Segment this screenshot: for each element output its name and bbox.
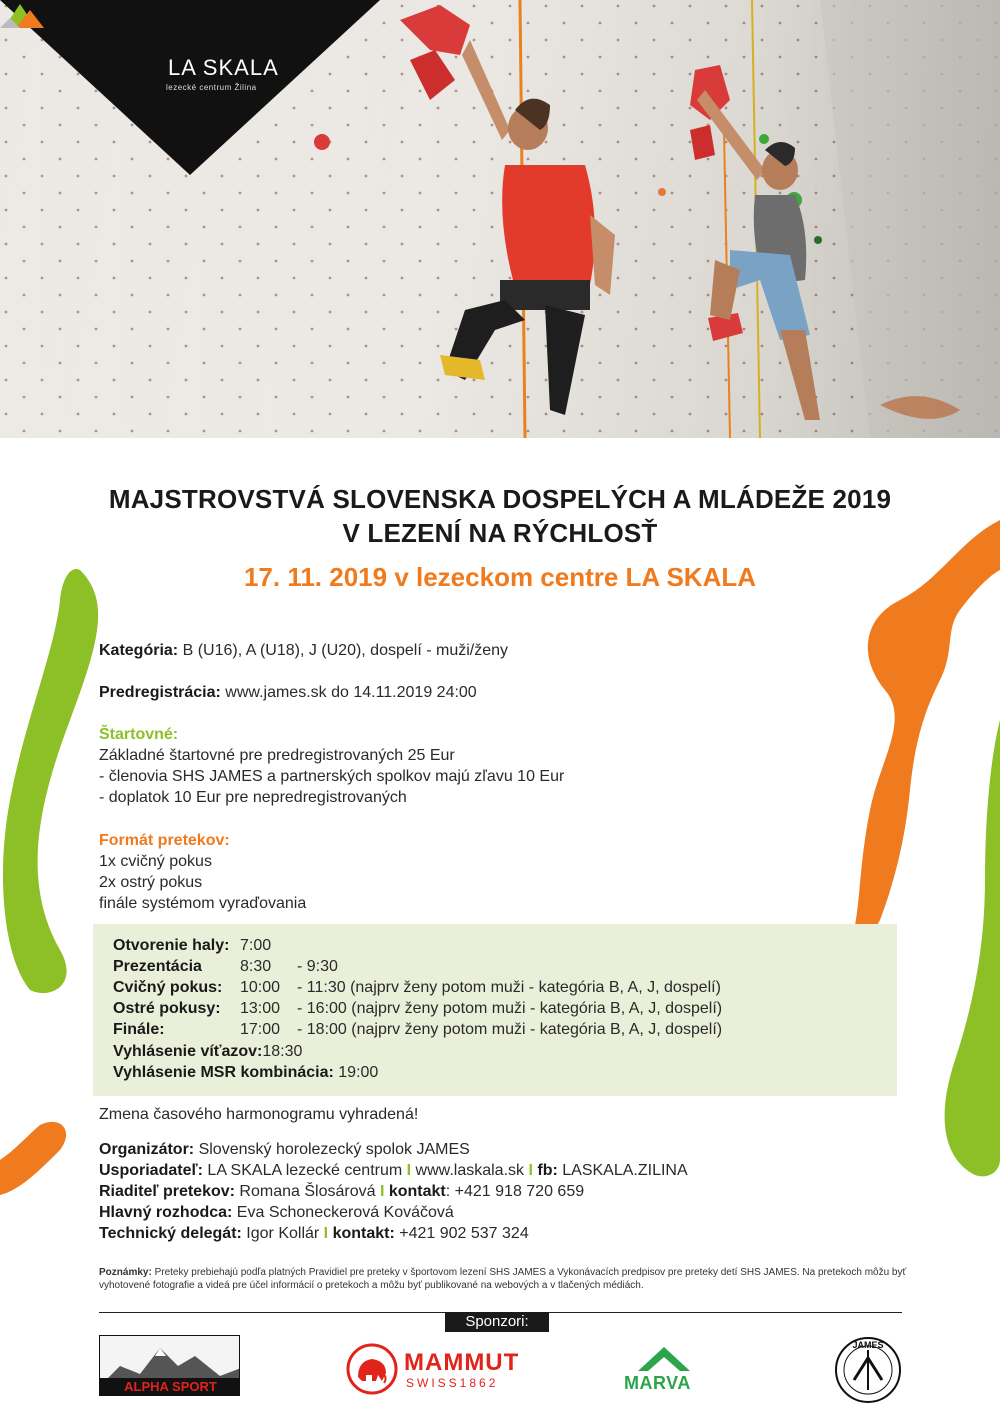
usporiadatel-row <box>99 1160 688 1181</box>
marva-logo <box>622 1345 706 1393</box>
website-link[interactable]: www.laskala.sk <box>411 1162 529 1179</box>
schedule-label: Vyhlásenie víťazov: <box>113 1043 263 1060</box>
title-line-2: V LEZENÍ NA RÝCHLOSŤ <box>342 518 658 548</box>
hlavny-rozhodca-label: Hlavný rozhodca: <box>99 1204 233 1221</box>
startovne-line: Základné štartovné pre predregistrovaných 25 Eur <box>99 747 455 764</box>
schedule-label: Prezentácia <box>113 958 202 975</box>
notes-text: Preteky prebiehajú podľa platných Pravidiel pre preteky v športovom lezení SHS JAMES a Vykonávacích predpisov pre preteky detí SHS JAMES. Na pretekoch môžu byť vyhotovené fotografie a videá pre účel informácií o pretekoch a môžu byť publikované na webových a v tlačených médiách. <box>99 1267 907 1291</box>
notes-label: Poznámky: <box>99 1267 152 1278</box>
schedule-detail: - 18:00 (najprv ženy potom muži - kategória B, A, J, dospelí) <box>297 1021 723 1038</box>
startovne-line: - členovia SHS JAMES a partnerských spolkov majú zľavu 10 Eur <box>99 768 565 785</box>
schedule-time: 19:00 <box>338 1064 379 1081</box>
fb-link[interactable]: LASKALA.ZILINA <box>557 1162 688 1179</box>
usporiadatel-value: LA SKALA lezecké centrum <box>202 1162 407 1179</box>
predreg-row <box>99 682 477 703</box>
fb-label: fb: <box>537 1162 558 1179</box>
schedule-label: Ostré pokusy: <box>113 1000 221 1017</box>
schedule-row <box>113 1041 302 1062</box>
event-date: 17. 11. 2019 v lezeckom centre LA SKALA <box>243 562 757 592</box>
organizer-row <box>99 1139 470 1160</box>
sponsors-heading: Sponzori: <box>445 1312 549 1332</box>
kategoria-label: Kategória: <box>99 642 179 659</box>
schedule-detail: - 9:30 <box>297 958 338 975</box>
schedule-time: 10:00 <box>240 979 281 996</box>
schedule-row <box>113 1019 723 1040</box>
schedule-time: 7:00 <box>240 937 272 954</box>
separator: I <box>379 1183 385 1200</box>
schedule-change-note: Zmena časového harmonogramu vyhradená! <box>99 1106 419 1123</box>
riaditel-value: Romana Šlosárová <box>234 1183 380 1200</box>
riaditel-row <box>99 1181 584 1202</box>
schedule-time: 8:30 <box>240 958 272 975</box>
alpha-sport-text: ALPHA SPORT <box>124 1379 217 1394</box>
mountain-icon <box>622 1345 706 1373</box>
schedule-label: Cvičný pokus: <box>113 979 223 996</box>
predreg-link[interactable]: www.james.sk do 14.11.2019 24:00 <box>220 684 477 701</box>
marva-text: MARVA <box>624 1373 691 1393</box>
kontakt-label: kontakt <box>388 1183 446 1200</box>
startovne-line: - doplatok 10 Eur pre nepredregistrovaných <box>99 789 407 806</box>
schedule-row <box>113 935 272 956</box>
organizer-value: Slovenský horolezecký spolok JAMES <box>194 1141 470 1158</box>
schedule-row <box>113 977 721 998</box>
james-seal-text: JAMES <box>852 1340 884 1350</box>
hlavny-rozhodca-row <box>99 1202 454 1223</box>
mammut-subtext: SWISS1862 <box>406 1376 499 1390</box>
notes <box>99 1266 909 1292</box>
usporiadatel-label: Usporiadateľ: <box>99 1162 203 1179</box>
mammut-text: MAMMUT <box>404 1349 520 1376</box>
kontakt-label: kontakt: <box>332 1225 395 1242</box>
james-seal-logo <box>834 1336 902 1404</box>
riaditel-label: Riaditeľ pretekov: <box>99 1183 235 1200</box>
schedule-label: Vyhlásenie MSR kombinácia: <box>113 1064 334 1081</box>
mammut-logo <box>346 1343 536 1395</box>
technicky-delegat-value: Igor Kollár <box>241 1225 324 1242</box>
schedule-row <box>113 998 723 1019</box>
predreg-label: Predregistrácia: <box>99 684 221 701</box>
logo-subtitle: lezecké centrum Žilina <box>166 83 257 92</box>
technicky-delegat-row <box>99 1223 529 1244</box>
mammoth-icon <box>346 1343 398 1395</box>
technicky-delegat-label: Technický delegát: <box>99 1225 242 1242</box>
schedule-detail: - 11:30 (najprv ženy potom muži - kategória B, A, J, dospelí) <box>297 979 721 996</box>
hlavny-rozhodca-value: Eva Schoneckerová Kováčová <box>232 1204 454 1221</box>
mountain-logo-icon <box>0 0 46 30</box>
schedule-label: Finále: <box>113 1021 165 1038</box>
riaditel-phone: : +421 918 720 659 <box>445 1183 585 1200</box>
separator: I <box>528 1162 533 1179</box>
organizer-label: Organizátor: <box>99 1141 195 1158</box>
format-line: 1x cvičný pokus <box>99 853 212 870</box>
separator: I <box>406 1162 412 1179</box>
schedule-row <box>113 956 338 977</box>
schedule-time: 18:30 <box>262 1043 303 1060</box>
separator: I <box>323 1225 329 1242</box>
schedule-label: Otvorenie haly: <box>113 937 230 954</box>
schedule-row <box>113 1062 378 1083</box>
format-line: 2x ostrý pokus <box>99 874 203 891</box>
schedule-time: 13:00 <box>240 1000 281 1017</box>
title-line-1: MAJSTROVSTVÁ SLOVENSKA DOSPELÝCH A MLÁDEŽE 2019 <box>108 484 892 514</box>
schedule-time: 17:00 <box>240 1021 281 1038</box>
logo-text: LA SKALA <box>168 55 279 80</box>
kategoria-row <box>99 640 508 661</box>
format-line: finále systémom vyraďovania <box>99 895 307 912</box>
kategoria-value: B (U16), A (U18), J (U20), dospelí - muži/ženy <box>178 642 509 659</box>
alpha-sport-logo <box>99 1335 240 1396</box>
format-label: Formát pretekov: <box>99 832 230 849</box>
startovne-label: Štartovné: <box>99 726 179 743</box>
schedule-detail: - 16:00 (najprv ženy potom muži - kategória B, A, J, dospelí) <box>297 1000 723 1017</box>
header-photo <box>0 0 1000 438</box>
technicky-delegat-phone: +421 902 537 324 <box>394 1225 529 1242</box>
